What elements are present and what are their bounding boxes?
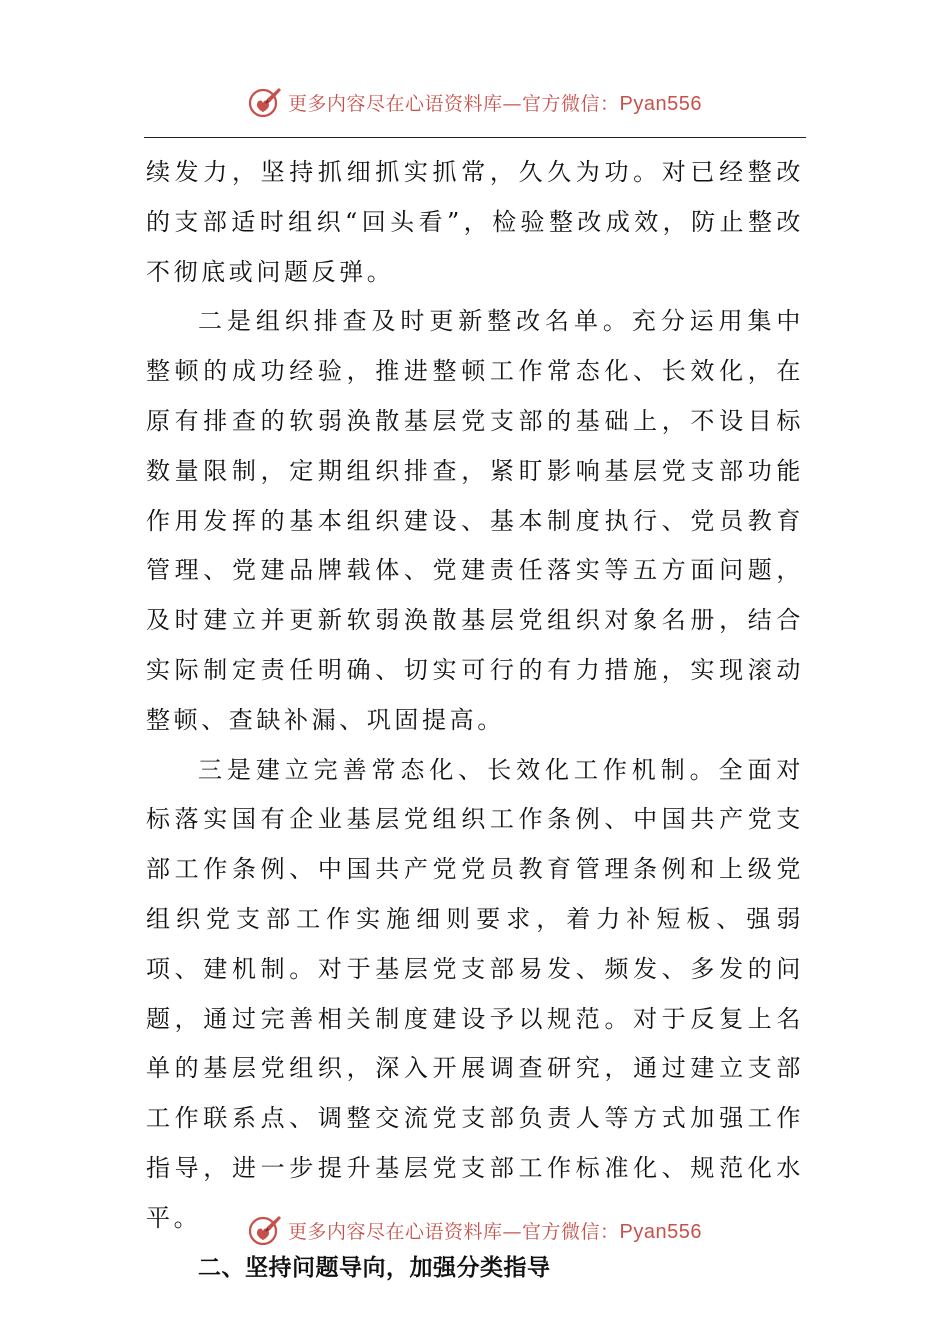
- header-banner-text: [288, 89, 702, 116]
- footer-banner-text: [288, 1217, 702, 1244]
- header-banner: [0, 82, 950, 122]
- header-banner-dash: —: [502, 92, 523, 115]
- footer-banner-dash: —: [502, 1220, 523, 1243]
- paragraph-second-point: 二是组织排查及时更新整改名单。充分运用集中整顿的成功经验，推进整顿工作常态化、长效化，在原有排查的软弱涣散基层党支部的基础上，不设目标数量限制，定期组织排查，紧盯影响基层党支部功能作用发挥的基本组织建设、基本制度执行、党员教育管理、党建品牌载体、党建责任落实等五方面问题，及时建立并更新软弱涣散基层党组织对象名册，结合实际制定责任明确、切实可行的有力措施，实现滚动整顿、查缺补漏、巩固提高。: [146, 307, 804, 734]
- pen-heart-logo-icon: [248, 1213, 282, 1247]
- header-banner-main: 更多内容尽在心语资料库: [288, 92, 503, 115]
- paragraph-continuation: 续发力，坚持抓细抓实抓常，久久为功。对已经整改的支部适时组织“回头看”，检验整改成效，防止整改不彻底或问题反弹。: [146, 158, 804, 286]
- header-banner-official: 官方微信：: [522, 92, 620, 115]
- footer-banner-wechat: Pyan556: [619, 1220, 702, 1243]
- footer-banner-main: 更多内容尽在心语资料库: [288, 1220, 503, 1243]
- footer-banner: [0, 1210, 950, 1250]
- pen-heart-logo-icon: [248, 85, 282, 119]
- header-banner-wechat: Pyan556: [619, 92, 702, 115]
- paragraph-third-point: 三是建立完善常态化、长效化工作机制。全面对标落实国有企业基层党组织工作条例、中国共产党支部工作条例、中国共产党党员教育管理条例和上级党组织党支部工作实施细则要求，着力补短板、强弱项、建机制。对于基层党支部易发、频发、多发的问题，通过完善相关制度建设予以规范。对于反复上名单的基层党组织，深入开展调查研究，通过建立支部工作联系点、调整交流党支部负责人等方式加强工作指导，进一步提升基层党支部工作标准化、规范化水平。: [146, 755, 804, 1232]
- document-body: [146, 148, 804, 1293]
- footer-banner-official: 官方微信：: [522, 1220, 620, 1243]
- header-divider: [144, 137, 806, 138]
- section-heading: 二、坚持问题导向，加强分类指导: [198, 1254, 551, 1281]
